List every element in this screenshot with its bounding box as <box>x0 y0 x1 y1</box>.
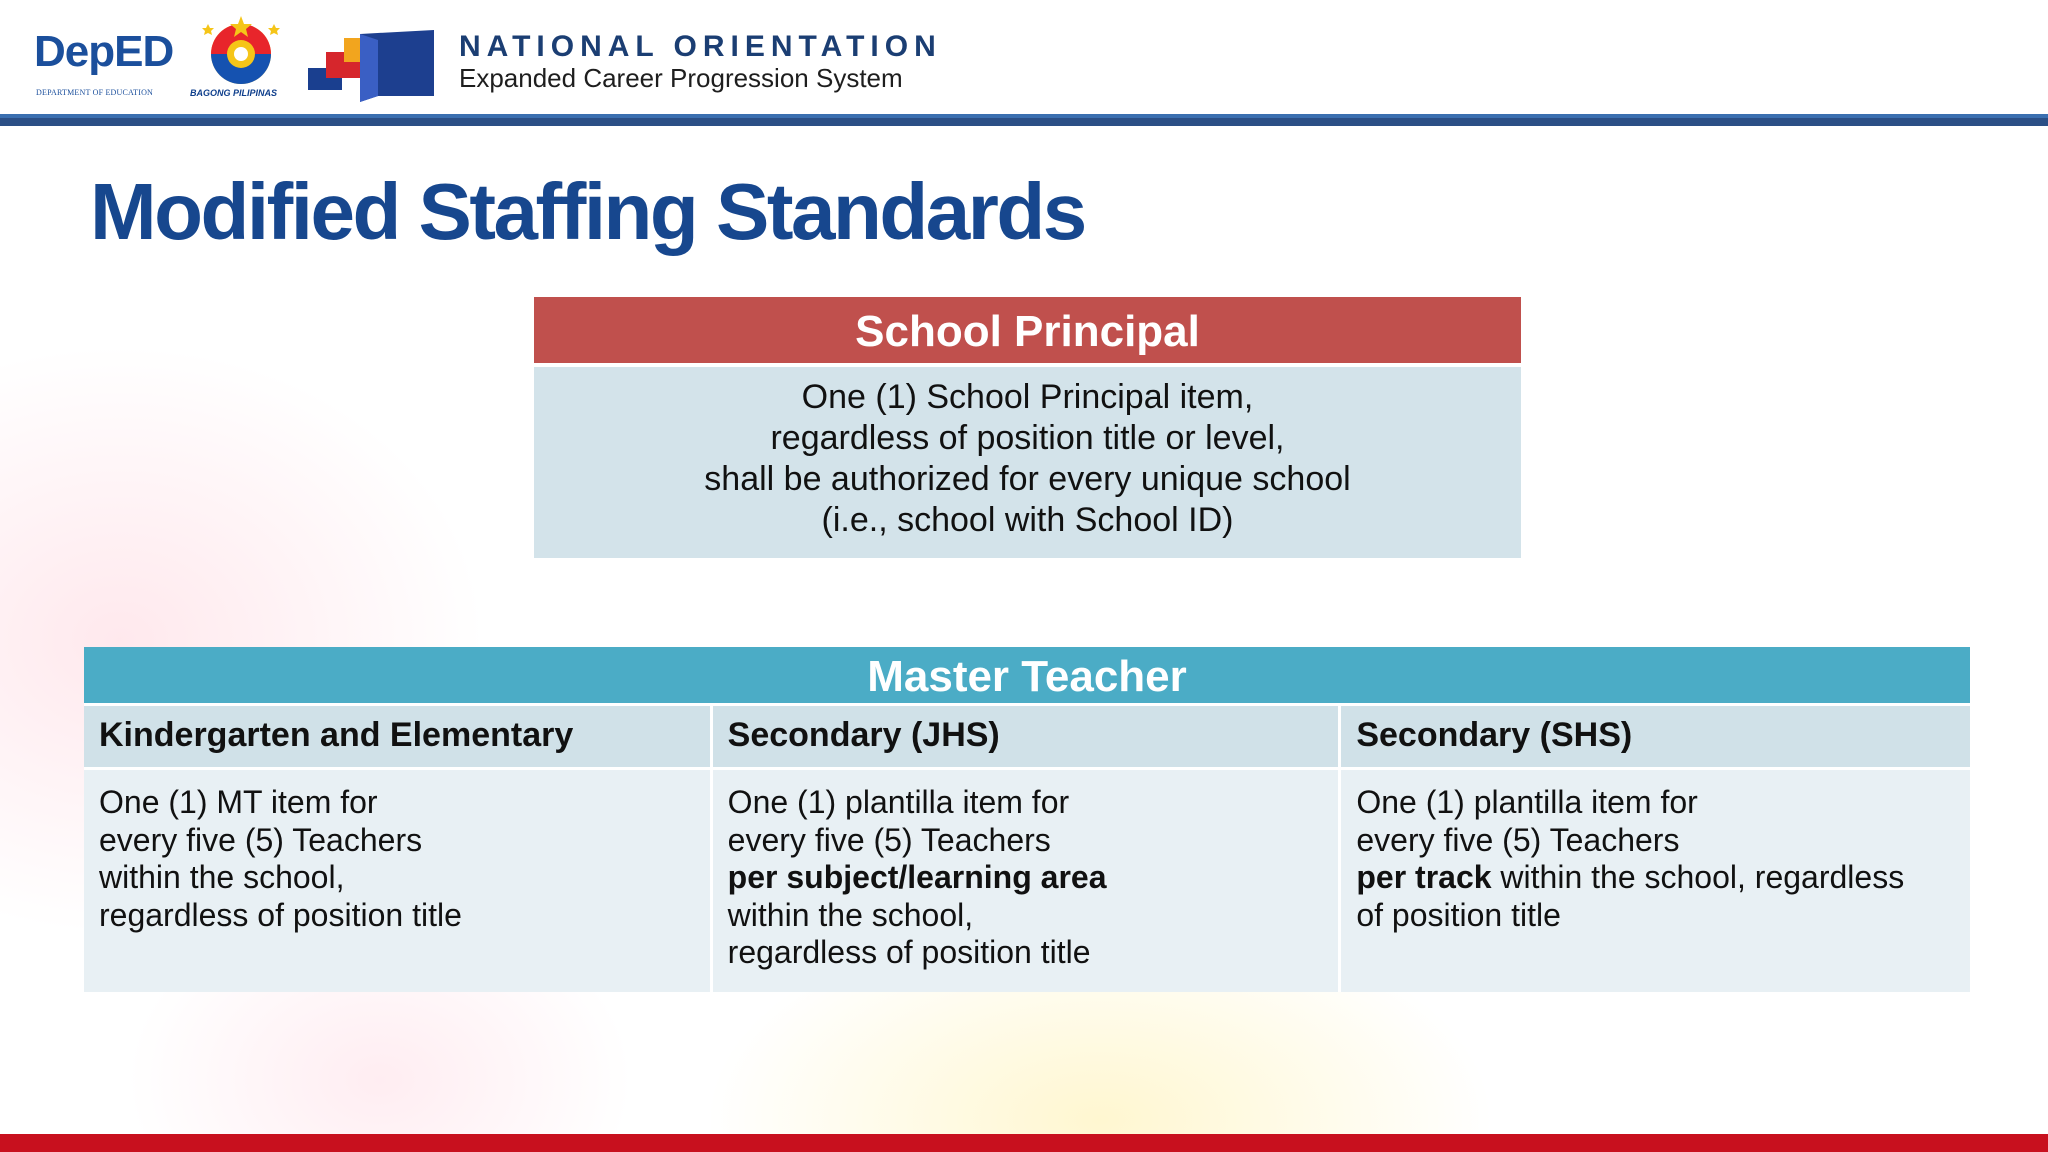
principal-line: (i.e., school with School ID) <box>821 501 1234 539</box>
slide-title: Modified Staffing Standards <box>90 167 1085 256</box>
cell-line: within the school, <box>99 859 345 895</box>
bagong-pilipinas-emblem-icon <box>188 14 294 88</box>
deped-logo-wordmark: DepED <box>34 27 174 76</box>
school-principal-box <box>534 297 1521 558</box>
cell-line: every five (5) Teachers <box>1356 821 1680 858</box>
header-subtitle: Expanded Career Progression System <box>459 63 903 93</box>
cell-line: within the school, <box>727 896 974 933</box>
master-teacher-body-row <box>84 770 1970 992</box>
header-title: NATIONAL ORIENTATION <box>459 30 942 63</box>
cell-line: every five (5) Teachers <box>99 821 423 858</box>
ecps-logo-icon <box>308 30 436 102</box>
cell-line: of position title <box>1356 896 1561 933</box>
column-header-kindergarten-elementary: Kindergarten and Elementary <box>84 706 713 770</box>
cell-secondary-jhs <box>713 770 1342 992</box>
master-teacher-column-headers <box>84 706 1970 770</box>
cell-secondary-shs <box>1341 770 1970 992</box>
cell-line: per subject/learning area <box>727 859 1107 895</box>
bagong-pilipinas-logo-icon <box>188 14 294 102</box>
school-principal-body <box>534 367 1521 558</box>
cell-line: One (1) plantilla item for <box>1356 784 1698 820</box>
school-principal-heading: School Principal <box>534 297 1521 367</box>
deped-logo-subtext: DEPARTMENT OF EDUCATION <box>36 88 154 97</box>
principal-line: regardless of position title or level, <box>770 419 1285 457</box>
master-teacher-table <box>84 647 1970 992</box>
cell-line: regardless of position title <box>99 896 462 933</box>
column-header-secondary-jhs: Secondary (JHS) <box>713 706 1342 770</box>
header <box>0 0 2048 116</box>
deped-logo-icon <box>34 27 186 100</box>
cell-line: regardless of position title <box>727 934 1091 970</box>
cell-line: One (1) plantilla item for <box>727 784 1070 820</box>
cell-line: every five (5) Teachers <box>727 821 1051 858</box>
principal-line: shall be authorized for every unique school <box>704 460 1351 498</box>
master-teacher-heading: Master Teacher <box>84 647 1970 706</box>
principal-line: One (1) School Principal item, <box>801 378 1254 416</box>
column-header-secondary-shs: Secondary (SHS) <box>1341 706 1970 770</box>
cell-line: per track within the school, regardless <box>1356 859 1905 895</box>
cell-kindergarten-elementary <box>84 770 713 992</box>
header-divider <box>0 114 2048 126</box>
cell-line: One (1) MT item for <box>99 784 378 820</box>
bagong-pilipinas-caption: BAGONG PILIPINAS <box>190 88 278 98</box>
footer-bar <box>0 1134 2048 1152</box>
